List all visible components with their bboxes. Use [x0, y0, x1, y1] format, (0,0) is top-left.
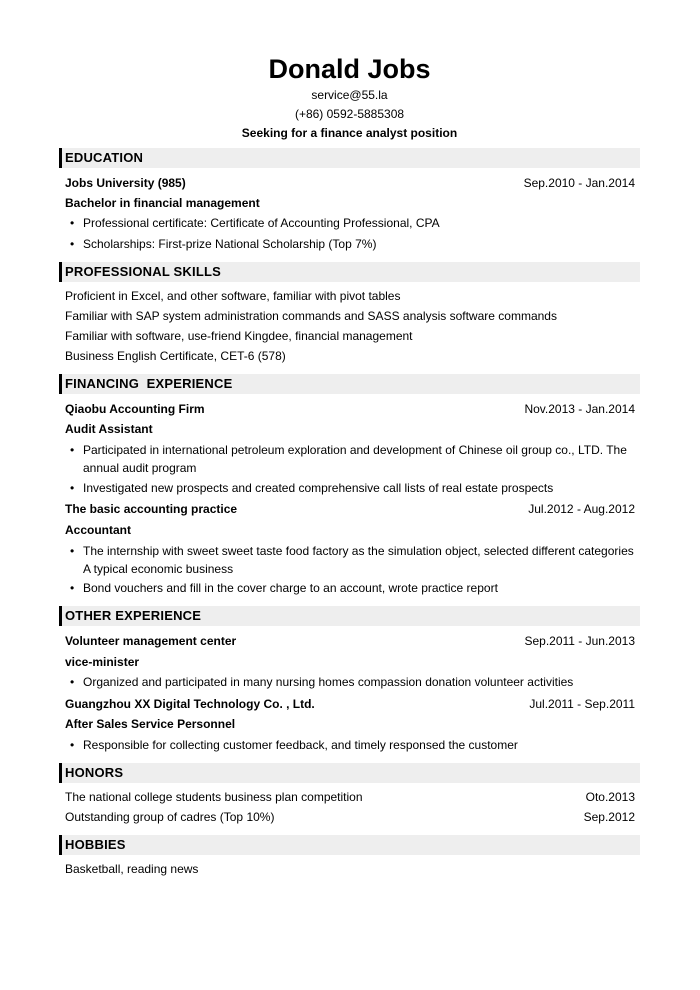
bullet-icon: • [70, 675, 75, 689]
bullet-icon: • [70, 216, 75, 230]
job-entry [65, 501, 635, 517]
candidate-name: Donald Jobs [268, 54, 431, 84]
bullet-icon: • [70, 738, 75, 752]
hobbies-section-header [59, 835, 640, 855]
education-entry [65, 175, 635, 191]
education-dates: Sep.2010 - Jan.2014 [523, 176, 635, 190]
education-title: EDUCATION [65, 150, 144, 165]
financing-title: FINANCING EXPERIENCE [65, 376, 233, 391]
bullet-icon: • [70, 237, 75, 251]
company-name: Guangzhou XX Digital Technology Co. , Ltd. [65, 697, 315, 711]
job-entry [65, 696, 635, 712]
bullet-icon: • [70, 443, 75, 457]
education-section-header [59, 148, 640, 168]
skill-line: Business English Certificate, CET-6 (578) [65, 349, 286, 363]
job-entry [65, 633, 635, 649]
honors-section-header [59, 763, 640, 783]
company-name: Qiaobu Accounting Firm [65, 402, 205, 416]
honor-date: Sep.2012 [583, 810, 635, 824]
bullet-icon: • [70, 581, 75, 595]
financing-section-header [59, 374, 640, 394]
honor-name: Outstanding group of cadres (Top 10%) [65, 810, 275, 824]
honor-name: The national college students business plan competition [65, 790, 363, 804]
school-name: Jobs University (985) [65, 176, 186, 190]
career-objective: Seeking for a finance analyst position [241, 126, 458, 140]
job-dates: Jul.2012 - Aug.2012 [528, 502, 635, 516]
company-name: Volunteer management center [65, 634, 237, 648]
job-entry [65, 401, 635, 417]
degree: Bachelor in financial management [65, 196, 260, 210]
job-role: Audit Assistant [65, 422, 153, 436]
other-title: OTHER EXPERIENCE [65, 608, 202, 623]
honor-entry [65, 809, 635, 825]
honors-title: HONORS [65, 765, 124, 780]
honor-entry [65, 789, 635, 805]
job-role: vice-minister [65, 655, 140, 669]
hobbies-title: HOBBIES [65, 837, 126, 852]
bullet-icon: • [70, 544, 75, 558]
job-role: Accountant [65, 523, 131, 537]
bullet-icon: • [70, 481, 75, 495]
job-dates: Sep.2011 - Jun.2013 [524, 634, 635, 648]
job-role: After Sales Service Personnel [65, 717, 236, 731]
job-dates: Nov.2013 - Jan.2014 [524, 402, 635, 416]
honor-date: Oto.2013 [585, 790, 635, 804]
phone-number: (+86) 0592-5885308 [294, 107, 405, 121]
skill-line: Familiar with software, use-friend Kingdee, financial management [65, 329, 413, 343]
skills-title: PROFESSIONAL SKILLS [65, 264, 221, 279]
hobbies-text: Basketball, reading news [65, 862, 199, 876]
email-address: service@55.la [311, 88, 388, 102]
skill-line: Familiar with SAP system administration commands and SASS analysis software commands [65, 309, 557, 323]
skills-section-header [59, 262, 640, 282]
other-section-header [59, 606, 640, 626]
company-name: The basic accounting practice [65, 502, 238, 516]
skill-line: Proficient in Excel, and other software, familiar with pivot tables [65, 289, 401, 303]
job-dates: Jul.2011 - Sep.2011 [529, 697, 635, 711]
